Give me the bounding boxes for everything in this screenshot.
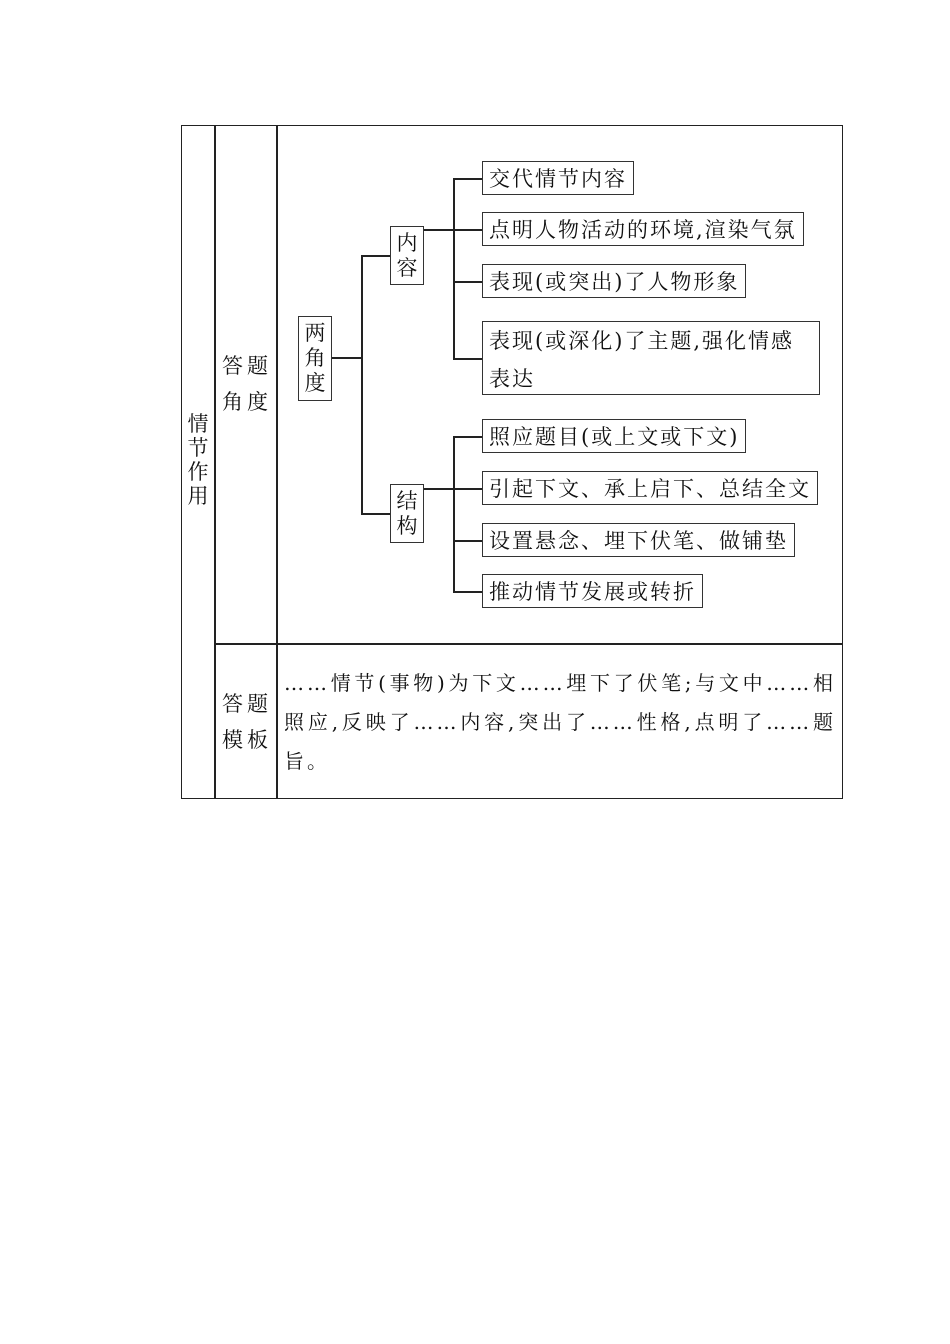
- row2-label-line: 答题: [222, 692, 272, 716]
- connector: [453, 281, 483, 283]
- connector: [453, 178, 483, 180]
- answer-template-text: ……情节(事物)为下文……埋下了伏笔;与文中……相照应,反映了……内容,突出了……性格,点明了……题旨。: [284, 671, 836, 773]
- branch-node-content: [390, 226, 424, 285]
- leaf-node: 设置悬念、埋下伏笔、做铺垫: [482, 523, 795, 557]
- root-node-char: 度: [304, 371, 326, 395]
- leaf-node: 照应题目(或上文或下文): [482, 419, 746, 453]
- connector: [453, 358, 483, 360]
- branch-node-char: 构: [396, 514, 418, 538]
- row2-label-line: 模板: [222, 728, 272, 752]
- col-divider-2: [276, 125, 278, 799]
- leaf-node: 引起下文、承上启下、总结全文: [482, 471, 818, 505]
- connector: [453, 178, 455, 359]
- leaf-node: 表现(或深化)了主题,强化情感表达: [482, 321, 820, 395]
- root-node-char: 两: [304, 321, 326, 345]
- connector: [361, 255, 391, 257]
- root-node-char: 角: [304, 346, 326, 370]
- connector: [453, 229, 483, 231]
- root-node: [298, 316, 332, 401]
- leaf-node: 表现(或突出)了人物形象: [482, 264, 746, 298]
- connector: [453, 488, 483, 490]
- row-divider: [214, 643, 843, 645]
- row1-label-line: 答题: [222, 354, 272, 378]
- connector: [453, 436, 483, 438]
- section-label: [182, 400, 214, 520]
- connector: [361, 513, 391, 515]
- connector: [332, 357, 362, 359]
- branch-node-char: 结: [396, 489, 418, 513]
- row1-label-line: 角度: [222, 390, 272, 414]
- branch-node-char: 内: [396, 231, 418, 255]
- branch-node-char: 容: [396, 256, 418, 280]
- section-label-char: 用: [187, 484, 209, 508]
- section-label-char: 情: [187, 412, 209, 436]
- section-label-char: 作: [187, 460, 209, 484]
- connector: [424, 488, 454, 490]
- connector: [453, 591, 483, 593]
- row1-label: [222, 348, 276, 420]
- connector: [361, 255, 363, 514]
- row2-label: [222, 686, 276, 758]
- connector: [453, 540, 483, 542]
- connector: [424, 229, 454, 231]
- branch-node-structure: [390, 484, 424, 543]
- section-label-char: 节: [187, 436, 209, 460]
- col-divider-1: [214, 125, 216, 799]
- leaf-node: 点明人物活动的环境,渲染气氛: [482, 212, 804, 246]
- connector: [453, 436, 455, 592]
- leaf-node: 交代情节内容: [482, 161, 634, 195]
- leaf-node: 推动情节发展或转折: [482, 574, 703, 608]
